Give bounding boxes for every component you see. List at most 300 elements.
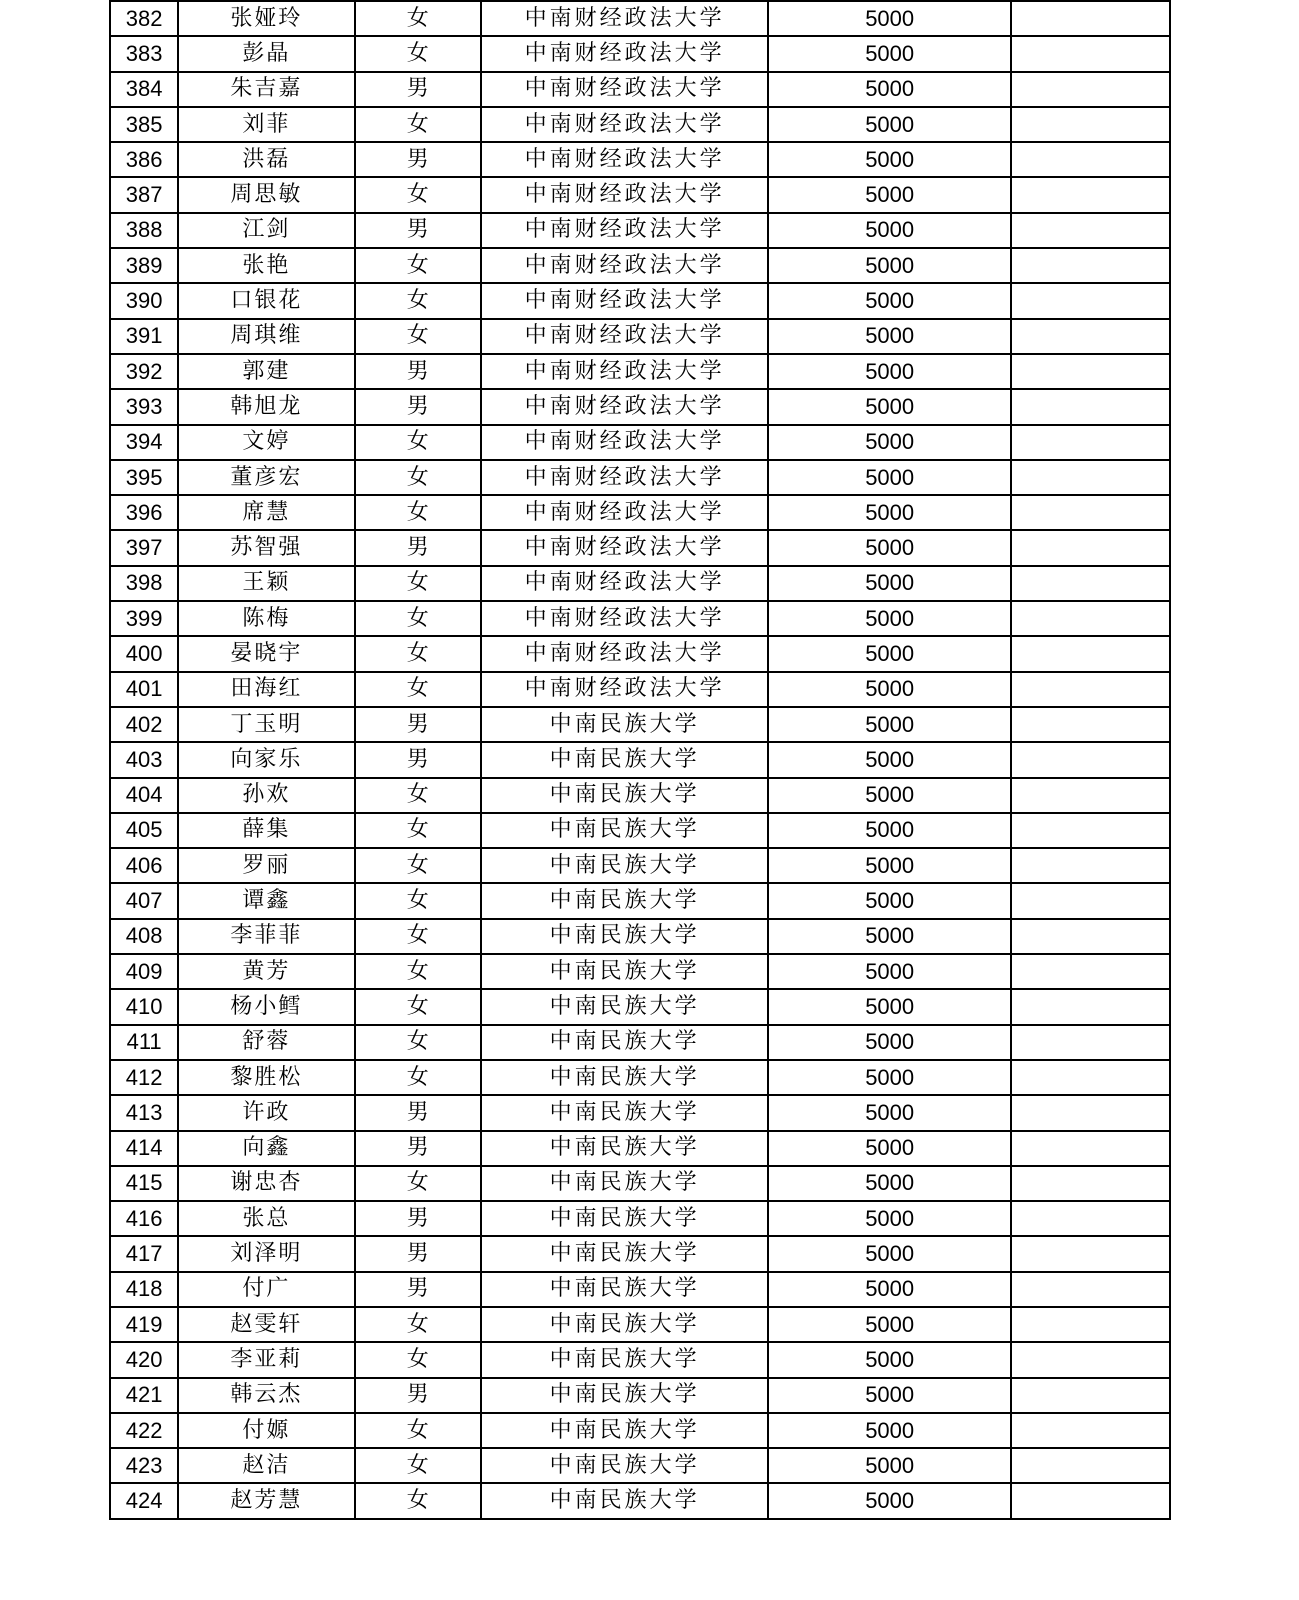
table-row [110,1272,1170,1307]
table-row [110,248,1170,283]
cell-name: 彭晶 [178,36,354,71]
cell-gender: 女 [355,1166,481,1201]
cell-school: 中南财经政法大学 [481,177,768,212]
cell-name: 张艳 [178,248,354,283]
table-row [110,283,1170,318]
cell-note [1011,883,1170,918]
cell-gender: 男 [355,1095,481,1130]
table-row [110,36,1170,71]
cell-school: 中南财经政法大学 [481,425,768,460]
table-row [110,954,1170,989]
cell-school: 中南财经政法大学 [481,460,768,495]
cell-amount: 5000 [768,848,1011,883]
cell-school: 中南财经政法大学 [481,389,768,424]
cell-amount: 5000 [768,354,1011,389]
cell-serial-number: 413 [110,1095,178,1130]
cell-amount: 5000 [768,72,1011,107]
cell-amount: 5000 [768,883,1011,918]
cell-school: 中南财经政法大学 [481,1,768,36]
cell-name: 刘菲 [178,107,354,142]
cell-amount: 5000 [768,1307,1011,1342]
cell-gender: 女 [355,954,481,989]
cell-name: 刘泽明 [178,1236,354,1271]
cell-serial-number: 404 [110,778,178,813]
cell-gender: 女 [355,883,481,918]
cell-note [1011,354,1170,389]
table-row [110,566,1170,601]
table-row [110,813,1170,848]
cell-school: 中南财经政法大学 [481,354,768,389]
cell-amount: 5000 [768,707,1011,742]
cell-amount: 5000 [768,1413,1011,1448]
cell-gender: 女 [355,1,481,36]
cell-school: 中南民族大学 [481,1342,768,1377]
table-row [110,72,1170,107]
cell-school: 中南民族大学 [481,883,768,918]
cell-amount: 5000 [768,530,1011,565]
cell-school: 中南财经政法大学 [481,142,768,177]
cell-serial-number: 383 [110,36,178,71]
cell-note [1011,319,1170,354]
cell-name: 张娅玲 [178,1,354,36]
cell-name: 郭建 [178,354,354,389]
cell-note [1011,1201,1170,1236]
table-row [110,707,1170,742]
cell-serial-number: 410 [110,989,178,1024]
cell-school: 中南财经政法大学 [481,107,768,142]
cell-amount: 5000 [768,919,1011,954]
cell-gender: 男 [355,72,481,107]
cell-school: 中南民族大学 [481,1131,768,1166]
table-row [110,919,1170,954]
cell-serial-number: 423 [110,1448,178,1483]
cell-school: 中南民族大学 [481,1413,768,1448]
cell-serial-number: 393 [110,389,178,424]
cell-note [1011,778,1170,813]
cell-gender: 男 [355,707,481,742]
cell-amount: 5000 [768,425,1011,460]
cell-amount: 5000 [768,36,1011,71]
cell-school: 中南财经政法大学 [481,672,768,707]
cell-gender: 女 [355,1483,481,1518]
cell-gender: 女 [355,1025,481,1060]
cell-gender: 男 [355,389,481,424]
cell-serial-number: 384 [110,72,178,107]
cell-serial-number: 424 [110,1483,178,1518]
table-row [110,1307,1170,1342]
cell-serial-number: 422 [110,1413,178,1448]
cell-serial-number: 390 [110,283,178,318]
cell-school: 中南财经政法大学 [481,36,768,71]
cell-gender: 女 [355,989,481,1024]
cell-name: 赵芳慧 [178,1483,354,1518]
cell-note [1011,1060,1170,1095]
cell-gender: 女 [355,460,481,495]
cell-gender: 女 [355,672,481,707]
cell-name: 孙欢 [178,778,354,813]
cell-school: 中南财经政法大学 [481,601,768,636]
cell-gender: 女 [355,425,481,460]
table-row [110,107,1170,142]
cell-amount: 5000 [768,1201,1011,1236]
cell-note [1011,1131,1170,1166]
cell-gender: 男 [355,1272,481,1307]
cell-gender: 女 [355,1448,481,1483]
cell-serial-number: 414 [110,1131,178,1166]
cell-serial-number: 412 [110,1060,178,1095]
cell-name: 陈梅 [178,601,354,636]
cell-name: 杨小鳕 [178,989,354,1024]
cell-amount: 5000 [768,601,1011,636]
cell-note [1011,672,1170,707]
cell-school: 中南民族大学 [481,1095,768,1130]
cell-serial-number: 399 [110,601,178,636]
cell-name: 向鑫 [178,1131,354,1166]
cell-school: 中南财经政法大学 [481,530,768,565]
cell-school: 中南民族大学 [481,778,768,813]
cell-school: 中南民族大学 [481,813,768,848]
cell-gender: 女 [355,319,481,354]
cell-amount: 5000 [768,177,1011,212]
cell-serial-number: 397 [110,530,178,565]
table-row [110,460,1170,495]
cell-amount: 5000 [768,142,1011,177]
cell-name: 丁玉明 [178,707,354,742]
cell-note [1011,460,1170,495]
cell-gender: 女 [355,813,481,848]
cell-gender: 男 [355,142,481,177]
cell-serial-number: 415 [110,1166,178,1201]
cell-gender: 男 [355,530,481,565]
cell-gender: 女 [355,495,481,530]
cell-note [1011,813,1170,848]
cell-amount: 5000 [768,778,1011,813]
cell-serial-number: 417 [110,1236,178,1271]
table-row [110,425,1170,460]
cell-serial-number: 409 [110,954,178,989]
cell-serial-number: 389 [110,248,178,283]
cell-gender: 女 [355,566,481,601]
cell-serial-number: 400 [110,636,178,671]
cell-amount: 5000 [768,813,1011,848]
cell-note [1011,1236,1170,1271]
cell-note [1011,1166,1170,1201]
cell-name: 谢忠杏 [178,1166,354,1201]
cell-gender: 女 [355,848,481,883]
cell-note [1011,36,1170,71]
table-row [110,848,1170,883]
cell-school: 中南民族大学 [481,1272,768,1307]
cell-amount: 5000 [768,1025,1011,1060]
cell-school: 中南财经政法大学 [481,636,768,671]
cell-name: 赵洁 [178,1448,354,1483]
cell-amount: 5000 [768,1166,1011,1201]
table-row [110,989,1170,1024]
table-row [110,636,1170,671]
recipient-list-table [109,0,1171,1520]
cell-amount: 5000 [768,1095,1011,1130]
cell-name: 韩旭龙 [178,389,354,424]
cell-amount: 5000 [768,1483,1011,1518]
cell-note [1011,919,1170,954]
cell-amount: 5000 [768,672,1011,707]
table-row [110,1236,1170,1271]
cell-note [1011,707,1170,742]
cell-gender: 女 [355,1413,481,1448]
cell-gender: 女 [355,283,481,318]
cell-serial-number: 387 [110,177,178,212]
cell-note [1011,142,1170,177]
cell-gender: 女 [355,177,481,212]
cell-serial-number: 406 [110,848,178,883]
cell-note [1011,213,1170,248]
cell-amount: 5000 [768,742,1011,777]
cell-name: 罗丽 [178,848,354,883]
cell-name: 薛集 [178,813,354,848]
table-row [110,1,1170,36]
cell-note [1011,425,1170,460]
table-row [110,1025,1170,1060]
cell-gender: 男 [355,213,481,248]
table-row [110,1483,1170,1518]
table-row [110,1131,1170,1166]
cell-amount: 5000 [768,1272,1011,1307]
cell-serial-number: 407 [110,883,178,918]
cell-note [1011,283,1170,318]
cell-name: 周琪维 [178,319,354,354]
cell-name: 周思敏 [178,177,354,212]
cell-school: 中南民族大学 [481,1483,768,1518]
table-row [110,530,1170,565]
table-body [110,1,1170,1519]
cell-name: 朱吉嘉 [178,72,354,107]
cell-name: 付嫄 [178,1413,354,1448]
cell-school: 中南财经政法大学 [481,319,768,354]
cell-note [1011,636,1170,671]
cell-school: 中南民族大学 [481,1307,768,1342]
cell-note [1011,177,1170,212]
table-row [110,601,1170,636]
cell-serial-number: 420 [110,1342,178,1377]
cell-school: 中南民族大学 [481,848,768,883]
cell-school: 中南民族大学 [481,1201,768,1236]
cell-note [1011,107,1170,142]
cell-note [1011,1272,1170,1307]
cell-name: 洪磊 [178,142,354,177]
cell-serial-number: 398 [110,566,178,601]
table-row [110,1201,1170,1236]
table-row [110,1413,1170,1448]
cell-note [1011,601,1170,636]
cell-note [1011,1307,1170,1342]
table-row [110,389,1170,424]
cell-gender: 男 [355,1131,481,1166]
cell-amount: 5000 [768,213,1011,248]
cell-school: 中南民族大学 [481,707,768,742]
cell-gender: 男 [355,1236,481,1271]
cell-serial-number: 386 [110,142,178,177]
cell-note [1011,248,1170,283]
cell-amount: 5000 [768,989,1011,1024]
cell-school: 中南财经政法大学 [481,72,768,107]
cell-note [1011,848,1170,883]
cell-serial-number: 385 [110,107,178,142]
cell-serial-number: 403 [110,742,178,777]
cell-name: 黎胜松 [178,1060,354,1095]
cell-amount: 5000 [768,1448,1011,1483]
cell-amount: 5000 [768,1,1011,36]
table-row [110,1342,1170,1377]
cell-name: 席慧 [178,495,354,530]
cell-amount: 5000 [768,107,1011,142]
cell-amount: 5000 [768,636,1011,671]
cell-amount: 5000 [768,389,1011,424]
cell-name: 黄芳 [178,954,354,989]
cell-school: 中南民族大学 [481,954,768,989]
cell-serial-number: 408 [110,919,178,954]
table-row [110,672,1170,707]
cell-note [1011,530,1170,565]
cell-serial-number: 401 [110,672,178,707]
cell-gender: 女 [355,36,481,71]
cell-school: 中南财经政法大学 [481,213,768,248]
cell-gender: 女 [355,601,481,636]
cell-amount: 5000 [768,1131,1011,1166]
cell-name: 李亚莉 [178,1342,354,1377]
cell-amount: 5000 [768,1342,1011,1377]
cell-gender: 女 [355,107,481,142]
cell-name: 江剑 [178,213,354,248]
cell-school: 中南民族大学 [481,1060,768,1095]
cell-note [1011,1483,1170,1518]
cell-school: 中南财经政法大学 [481,248,768,283]
table-row [110,213,1170,248]
table-row [110,1095,1170,1130]
cell-name: 王颖 [178,566,354,601]
cell-amount: 5000 [768,1378,1011,1413]
cell-note [1011,1378,1170,1413]
cell-amount: 5000 [768,1060,1011,1095]
table-row [110,319,1170,354]
cell-serial-number: 392 [110,354,178,389]
cell-amount: 5000 [768,319,1011,354]
cell-gender: 男 [355,354,481,389]
cell-school: 中南民族大学 [481,1025,768,1060]
cell-name: 口银花 [178,283,354,318]
cell-note [1011,72,1170,107]
cell-name: 谭鑫 [178,883,354,918]
cell-school: 中南财经政法大学 [481,566,768,601]
cell-name: 田海红 [178,672,354,707]
cell-amount: 5000 [768,1236,1011,1271]
cell-amount: 5000 [768,460,1011,495]
cell-note [1011,566,1170,601]
cell-amount: 5000 [768,954,1011,989]
cell-serial-number: 419 [110,1307,178,1342]
cell-gender: 女 [355,636,481,671]
cell-serial-number: 416 [110,1201,178,1236]
cell-school: 中南民族大学 [481,919,768,954]
cell-name: 苏智强 [178,530,354,565]
cell-gender: 女 [355,778,481,813]
cell-school: 中南民族大学 [481,1166,768,1201]
cell-school: 中南民族大学 [481,742,768,777]
table-row [110,742,1170,777]
table-row [110,354,1170,389]
cell-note [1011,1413,1170,1448]
cell-name: 晏晓宇 [178,636,354,671]
cell-serial-number: 388 [110,213,178,248]
table-row [110,1060,1170,1095]
cell-note [1011,389,1170,424]
cell-amount: 5000 [768,248,1011,283]
cell-note [1011,954,1170,989]
cell-serial-number: 382 [110,1,178,36]
cell-serial-number: 394 [110,425,178,460]
cell-amount: 5000 [768,566,1011,601]
cell-serial-number: 418 [110,1272,178,1307]
table-row [110,142,1170,177]
cell-school: 中南民族大学 [481,1378,768,1413]
cell-note [1011,1025,1170,1060]
cell-serial-number: 395 [110,460,178,495]
cell-school: 中南财经政法大学 [481,495,768,530]
cell-gender: 男 [355,742,481,777]
cell-name: 赵雯轩 [178,1307,354,1342]
cell-name: 文婷 [178,425,354,460]
recipient-list-table-wrapper [109,0,1171,1520]
cell-gender: 女 [355,919,481,954]
cell-name: 付广 [178,1272,354,1307]
cell-serial-number: 411 [110,1025,178,1060]
cell-name: 董彦宏 [178,460,354,495]
cell-name: 李菲菲 [178,919,354,954]
cell-serial-number: 405 [110,813,178,848]
cell-note [1011,989,1170,1024]
cell-gender: 女 [355,1307,481,1342]
cell-name: 韩云杰 [178,1378,354,1413]
cell-note [1011,1448,1170,1483]
cell-serial-number: 396 [110,495,178,530]
cell-name: 张总 [178,1201,354,1236]
cell-note [1011,495,1170,530]
cell-name: 舒蓉 [178,1025,354,1060]
cell-school: 中南民族大学 [481,1236,768,1271]
cell-name: 许政 [178,1095,354,1130]
cell-gender: 女 [355,248,481,283]
cell-gender: 男 [355,1378,481,1413]
table-row [110,495,1170,530]
cell-name: 向家乐 [178,742,354,777]
cell-note [1011,1,1170,36]
cell-school: 中南民族大学 [481,1448,768,1483]
table-row [110,778,1170,813]
cell-serial-number: 421 [110,1378,178,1413]
cell-gender: 女 [355,1060,481,1095]
table-row [110,1378,1170,1413]
cell-serial-number: 391 [110,319,178,354]
cell-note [1011,1095,1170,1130]
cell-school: 中南民族大学 [481,989,768,1024]
table-row [110,1448,1170,1483]
cell-note [1011,1342,1170,1377]
cell-serial-number: 402 [110,707,178,742]
table-row [110,177,1170,212]
cell-gender: 女 [355,1342,481,1377]
cell-gender: 男 [355,1201,481,1236]
table-row [110,1166,1170,1201]
cell-school: 中南财经政法大学 [481,283,768,318]
